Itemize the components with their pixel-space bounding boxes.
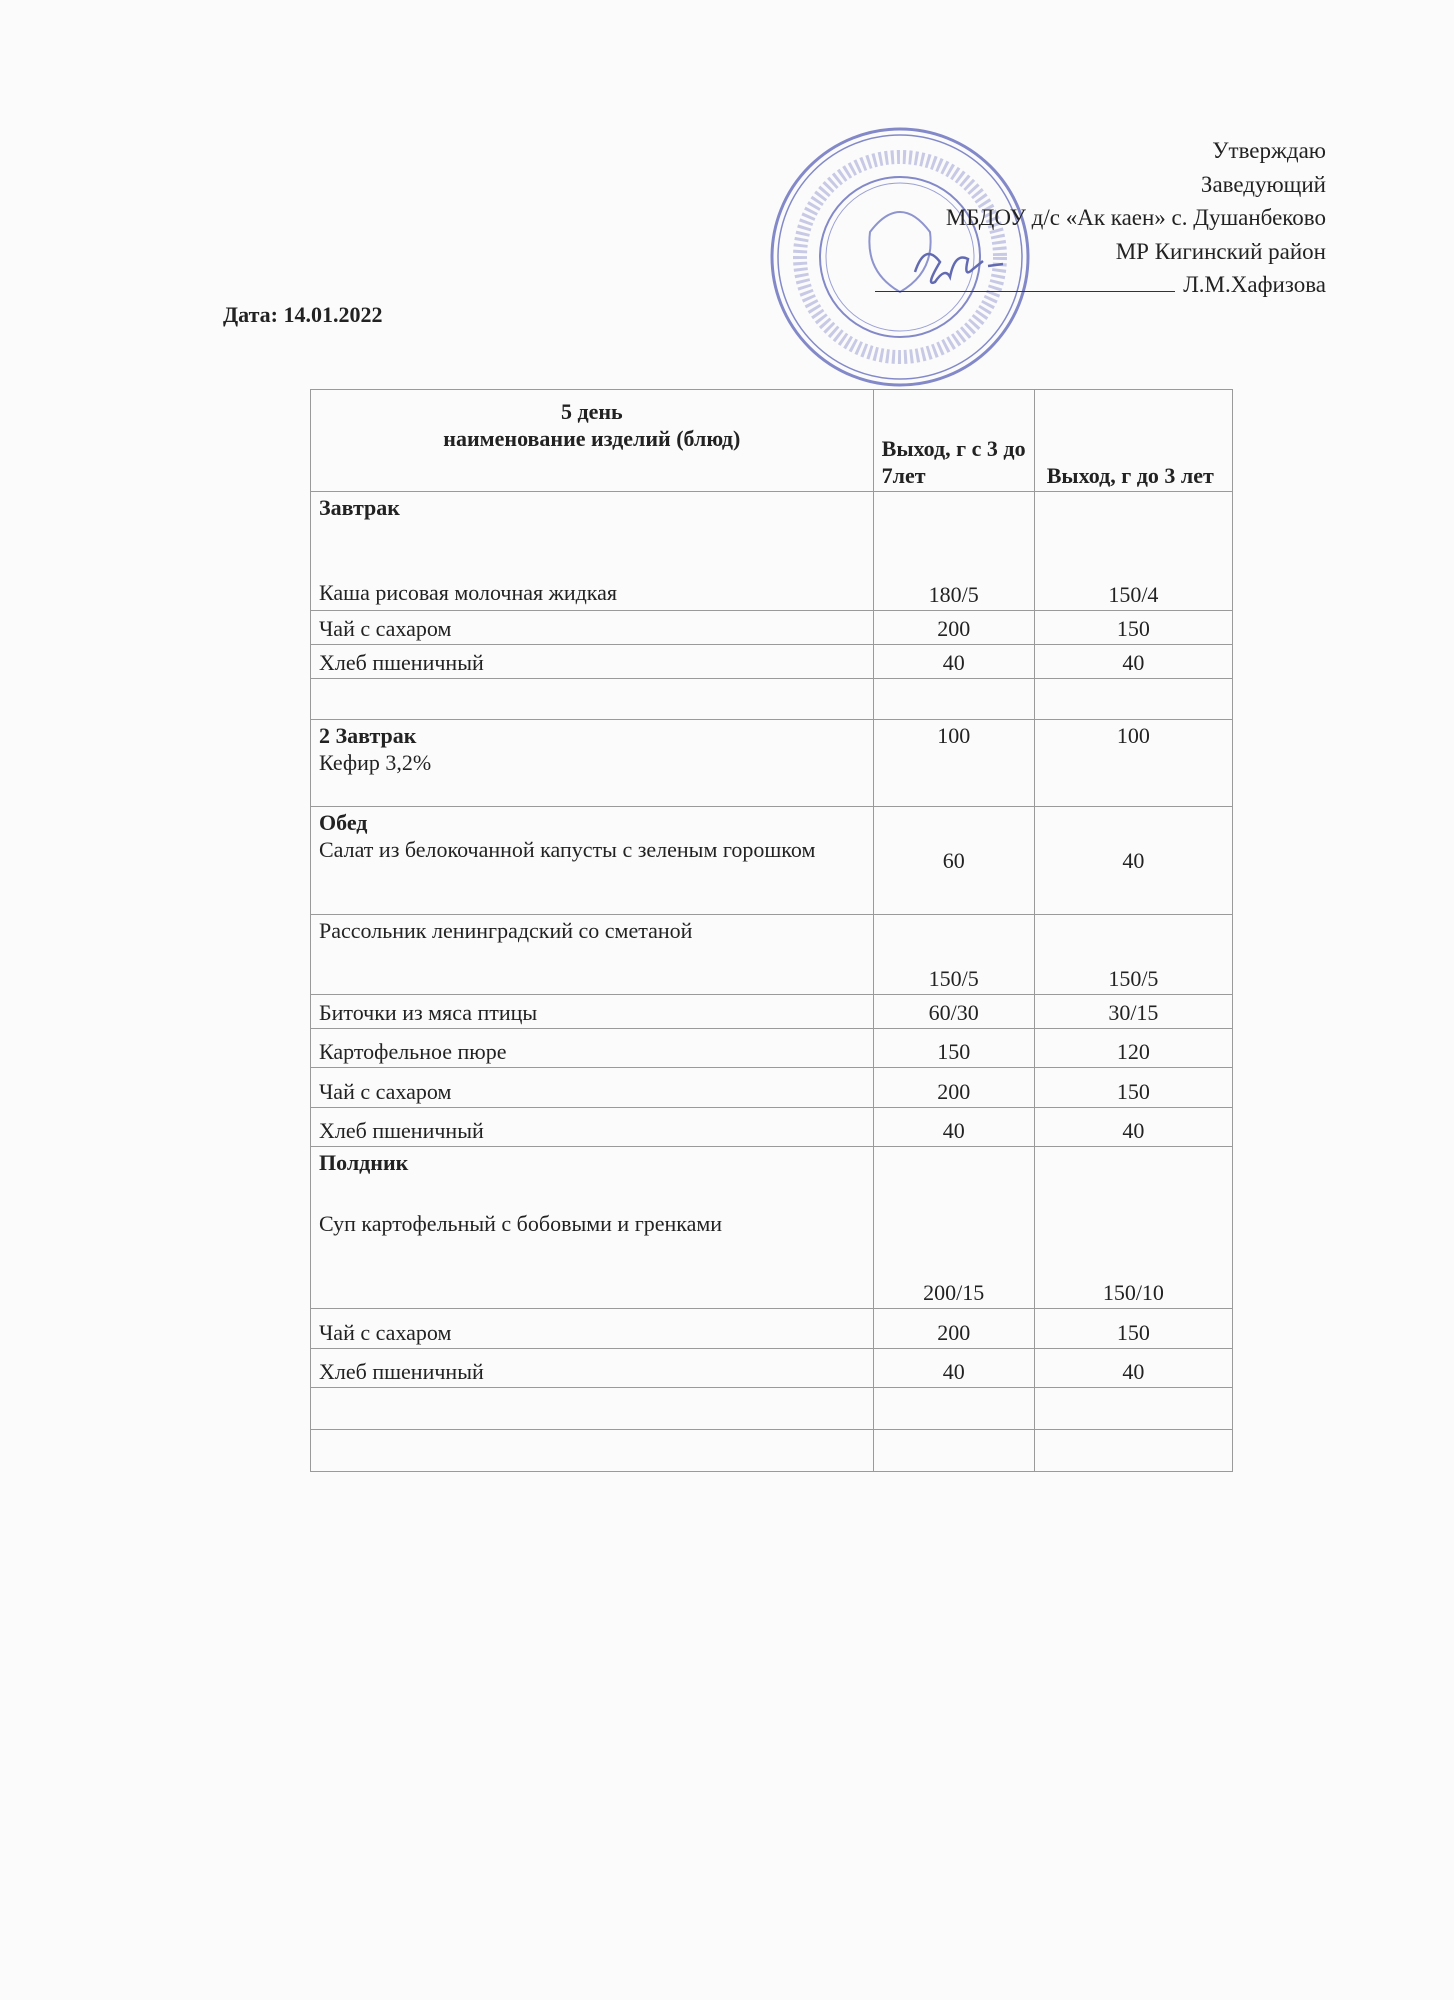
dish-cell xyxy=(311,1068,874,1108)
header-day: 5 день xyxy=(560,399,623,424)
meal-section: Полдник xyxy=(319,1150,409,1175)
menu-date: Дата: 14.01.2022 xyxy=(223,302,383,327)
portion-3-to-7 xyxy=(873,679,1034,720)
header-name: наименование изделий (блюд) xyxy=(443,426,741,451)
header-col3: Выход, г до 3 лет xyxy=(1034,390,1232,492)
portion-3-to-7: 180/5 xyxy=(873,492,1034,611)
portion-3-to-7 xyxy=(873,1388,1034,1430)
dish-name: Картофельное пюре xyxy=(319,1039,507,1064)
dish-cell xyxy=(311,1309,874,1349)
dish-cell xyxy=(311,1349,874,1388)
dish-cell xyxy=(311,645,874,679)
portion-3-to-7: 200 xyxy=(873,1309,1034,1349)
dish-name: Хлеб пшеничный xyxy=(319,1118,484,1143)
portion-under-3 xyxy=(1034,1388,1232,1430)
portion-3-to-7: 100 xyxy=(873,720,1034,807)
approval-signer: Л.М.Хафизова xyxy=(1183,272,1326,297)
table-row xyxy=(311,645,1233,679)
table-row xyxy=(311,611,1233,645)
approval-block xyxy=(875,134,1326,302)
dish-name: Чай с сахаром xyxy=(319,1320,452,1345)
portion-3-to-7: 40 xyxy=(873,1349,1034,1388)
portion-under-3: 120 xyxy=(1034,1029,1232,1068)
table-header xyxy=(311,390,1233,492)
portion-under-3 xyxy=(1034,1430,1232,1472)
portion-under-3: 40 xyxy=(1034,645,1232,679)
dish-cell xyxy=(311,915,874,995)
header-col2: Выход, г с 3 до 7лет xyxy=(873,390,1034,492)
table-row xyxy=(311,915,1233,995)
table-row xyxy=(311,1430,1233,1472)
dish-cell xyxy=(311,995,874,1029)
table-row xyxy=(311,995,1233,1029)
table-row xyxy=(311,807,1233,915)
portion-3-to-7: 60/30 xyxy=(873,995,1034,1029)
portion-under-3: 150/10 xyxy=(1034,1147,1232,1309)
dish-cell xyxy=(311,1147,874,1309)
portion-under-3: 150/5 xyxy=(1034,915,1232,995)
dish-name: Чай с сахаром xyxy=(319,616,452,641)
table-row xyxy=(311,679,1233,720)
table-row xyxy=(311,1068,1233,1108)
dish-name: Каша рисовая молочная жидкая xyxy=(319,580,618,605)
table-row xyxy=(311,1349,1233,1388)
dish-cell xyxy=(311,679,874,720)
approval-org: МБДОУ д/с «Ак каен» с. Душанбеково xyxy=(945,205,1326,230)
portion-3-to-7: 40 xyxy=(873,1108,1034,1147)
portion-under-3: 40 xyxy=(1034,1108,1232,1147)
table-row xyxy=(311,1309,1233,1349)
portion-under-3 xyxy=(1034,679,1232,720)
table-row xyxy=(311,1388,1233,1430)
portion-3-to-7: 200/15 xyxy=(873,1147,1034,1309)
dish-name: Хлеб пшеничный xyxy=(319,1359,484,1384)
portion-3-to-7: 150 xyxy=(873,1029,1034,1068)
table-row xyxy=(311,1029,1233,1068)
portion-3-to-7: 200 xyxy=(873,611,1034,645)
dish-cell xyxy=(311,1430,874,1472)
dish-cell xyxy=(311,1388,874,1430)
portion-under-3: 30/15 xyxy=(1034,995,1232,1029)
approval-position: Заведующий xyxy=(1200,171,1326,197)
portion-3-to-7: 150/5 xyxy=(873,915,1034,995)
menu-table xyxy=(310,389,1233,1472)
dish-name: Суп картофельный с бобовыми и гренками xyxy=(319,1211,723,1236)
table-row xyxy=(311,720,1233,807)
portion-under-3: 40 xyxy=(1034,1349,1232,1388)
portion-3-to-7: 60 xyxy=(873,807,1034,915)
table-row xyxy=(311,1108,1233,1147)
meal-section: Обед xyxy=(319,810,368,835)
dish-name: Рассольник ленинградский со сметаной xyxy=(319,918,693,943)
dish-cell xyxy=(311,807,874,915)
portion-3-to-7 xyxy=(873,1430,1034,1472)
dish-name: Хлеб пшеничный xyxy=(319,650,484,675)
portion-3-to-7: 40 xyxy=(873,645,1034,679)
portion-under-3: 100 xyxy=(1034,720,1232,807)
dish-name: Чай с сахаром xyxy=(319,1079,452,1104)
dish-cell xyxy=(311,611,874,645)
dish-cell xyxy=(311,492,874,611)
approval-district: МР Кигинский район xyxy=(1115,238,1326,264)
dish-cell xyxy=(311,720,874,807)
meal-section: Завтрак xyxy=(319,495,400,520)
table-row xyxy=(311,492,1233,611)
portion-under-3: 40 xyxy=(1034,807,1232,915)
signature-line xyxy=(875,271,1175,292)
dish-cell xyxy=(311,1108,874,1147)
portion-under-3: 150/4 xyxy=(1034,492,1232,611)
table-row xyxy=(311,1147,1233,1309)
portion-3-to-7: 200 xyxy=(873,1068,1034,1108)
portion-under-3: 150 xyxy=(1034,1068,1232,1108)
meal-section: 2 Завтрак xyxy=(319,723,417,748)
dish-name: Салат из белокочанной капусты с зеленым горошком xyxy=(319,837,816,862)
dish-name: Биточки из мяса птицы xyxy=(319,1000,538,1025)
portion-under-3: 150 xyxy=(1034,1309,1232,1349)
approval-title: Утверждаю xyxy=(1212,138,1326,163)
portion-under-3: 150 xyxy=(1034,611,1232,645)
dish-cell xyxy=(311,1029,874,1068)
dish-name: Кефир 3,2% xyxy=(319,750,432,775)
